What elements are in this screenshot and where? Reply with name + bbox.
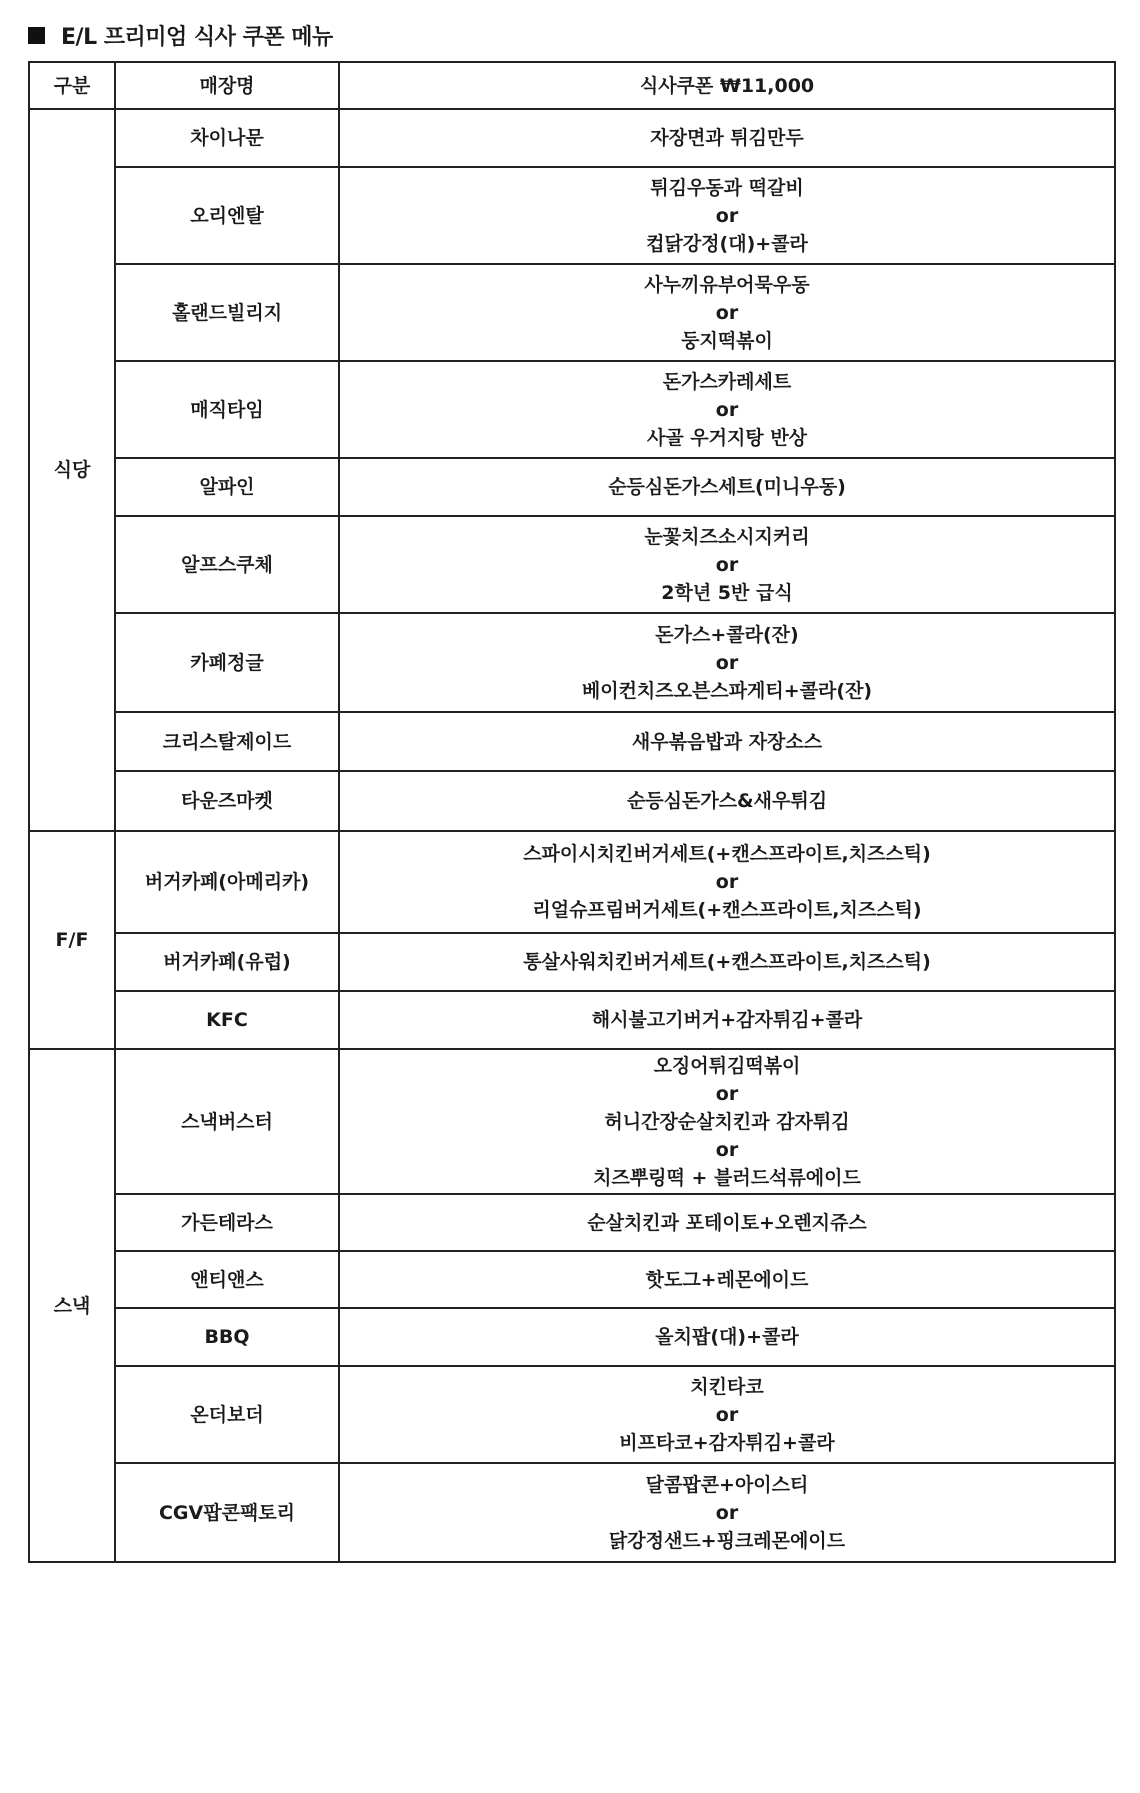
menu-line: 오징어튀김떡볶이 <box>653 1054 801 1077</box>
menu-line: or <box>715 651 739 674</box>
store-name-cell: 버거카페(아메리카) <box>115 831 339 933</box>
store-name-cell: CGV팝콘팩토리 <box>115 1463 339 1562</box>
menu-line: or <box>715 553 739 576</box>
menu-line: 순등심돈가스세트(미니우동) <box>608 476 846 498</box>
category-cell: 식당 <box>29 109 115 831</box>
menu-cell <box>339 933 1115 991</box>
menu-line: 순등심돈가스&새우튀김 <box>626 790 828 812</box>
menu-cell <box>339 264 1115 361</box>
title-text: E/L 프리미엄 식사 쿠폰 메뉴 <box>61 24 333 50</box>
category-cell: F/F <box>29 831 115 1049</box>
store-name-cell: 앤티앤스 <box>115 1251 339 1308</box>
menu-line: 치즈뿌링떡 + 블러드석류에이드 <box>593 1166 861 1189</box>
menu-line: 순살치킨과 포테이토+오렌지쥬스 <box>587 1211 867 1234</box>
table-row <box>29 167 1115 264</box>
menu-cell <box>339 361 1115 458</box>
store-name-cell: 카페정글 <box>115 613 339 712</box>
store-name-cell: 차이나문 <box>115 109 339 167</box>
table-row <box>29 1366 1115 1463</box>
table-row <box>29 712 1115 771</box>
menu-line: or <box>715 1403 739 1426</box>
menu-cell <box>339 1194 1115 1251</box>
store-name-cell: 버거카페(유럽) <box>115 933 339 991</box>
menu-cell <box>339 771 1115 831</box>
menu-line: 돈가스카레세트 <box>662 370 792 393</box>
store-name-cell: KFC <box>115 991 339 1049</box>
menu-line: 통살사워치킨버거세트(+캔스프라이트,치즈스틱) <box>523 951 931 973</box>
menu-line: or <box>715 1501 739 1524</box>
menu-line: 스파이시치킨버거세트(+캔스프라이트,치즈스틱) <box>523 843 931 865</box>
table-row <box>29 613 1115 712</box>
menu-line: 리얼슈프림버거세트(+캔스프라이트,치즈스틱) <box>532 899 922 921</box>
menu-line: 2학년 5반 급식 <box>661 581 793 604</box>
menu-line: or <box>715 1138 739 1161</box>
table-row <box>29 771 1115 831</box>
menu-cell <box>339 1463 1115 1562</box>
menu-cell <box>339 613 1115 712</box>
table-row <box>29 991 1115 1049</box>
table-row <box>29 264 1115 361</box>
table-row <box>29 1194 1115 1251</box>
store-name-cell: 오리엔탈 <box>115 167 339 264</box>
menu-cell <box>339 1366 1115 1463</box>
page-title <box>28 18 333 52</box>
store-name-cell: 온더보더 <box>115 1366 339 1463</box>
store-name-cell: 알프스쿠체 <box>115 516 339 613</box>
menu-line: 허니간장순살치킨과 감자튀김 <box>604 1110 850 1133</box>
menu-cell <box>339 458 1115 516</box>
menu-line: or <box>715 204 739 227</box>
menu-cell <box>339 831 1115 933</box>
menu-line: or <box>715 1082 739 1105</box>
coupon-menu-table <box>28 61 1116 1563</box>
table-row <box>29 933 1115 991</box>
menu-line: 자장면과 튀김만두 <box>650 127 804 149</box>
black-square-icon <box>28 27 45 44</box>
table-row <box>29 458 1115 516</box>
store-name-cell: 스낵버스터 <box>115 1049 339 1194</box>
menu-line: 해시불고기버거+감자튀김+콜라 <box>591 1009 863 1031</box>
store-name-cell: BBQ <box>115 1308 339 1366</box>
menu-line: 비프타코+감자튀김+콜라 <box>619 1431 835 1454</box>
store-name-cell: 매직타임 <box>115 361 339 458</box>
store-name-cell: 홀랜드빌리지 <box>115 264 339 361</box>
header-row <box>29 62 1115 109</box>
menu-line: 달콤팝콘+아이스티 <box>645 1473 809 1496</box>
menu-cell <box>339 1049 1115 1194</box>
menu-line: 치킨타코 <box>690 1375 764 1398</box>
menu-line: 사골 우거지탕 반상 <box>646 426 808 449</box>
table-row <box>29 516 1115 613</box>
menu-line: or <box>715 871 739 893</box>
menu-line: 컵닭강정(대)+콜라 <box>646 232 808 255</box>
menu-cell <box>339 712 1115 771</box>
menu-line: or <box>715 301 739 324</box>
menu-line: 둥지떡볶이 <box>681 329 773 352</box>
table-row <box>29 831 1115 933</box>
header-store: 매장명 <box>115 62 339 109</box>
table-row <box>29 1308 1115 1366</box>
store-name-cell: 알파인 <box>115 458 339 516</box>
menu-cell <box>339 991 1115 1049</box>
table-row <box>29 1049 1115 1194</box>
table-row <box>29 1463 1115 1562</box>
menu-line: 사누끼유부어묵우동 <box>644 273 810 296</box>
category-cell: 스낵 <box>29 1049 115 1562</box>
menu-line: 올치팝(대)+콜라 <box>655 1326 799 1348</box>
table-row <box>29 1251 1115 1308</box>
menu-line: 핫도그+레몬에이드 <box>645 1268 809 1291</box>
store-name-cell: 타운즈마켓 <box>115 771 339 831</box>
menu-cell <box>339 516 1115 613</box>
menu-line: 튀김우동과 떡갈비 <box>650 176 804 199</box>
menu-line: 새우볶음밥과 자장소스 <box>631 730 823 753</box>
menu-line: 눈꽃치즈소시지커리 <box>644 525 810 548</box>
menu-line: or <box>715 398 739 421</box>
store-name-cell: 크리스탈제이드 <box>115 712 339 771</box>
menu-line: 닭강정샌드+핑크레몬에이드 <box>608 1529 846 1552</box>
menu-line: 베이컨치즈오븐스파게티+콜라(잔) <box>581 679 873 702</box>
header-category: 구분 <box>29 62 115 109</box>
table-row <box>29 109 1115 167</box>
header-menu: 식사쿠폰 ₩11,000 <box>339 62 1115 109</box>
menu-cell <box>339 1251 1115 1308</box>
menu-cell <box>339 109 1115 167</box>
menu-line: 돈가스+콜라(잔) <box>655 623 799 646</box>
menu-cell <box>339 167 1115 264</box>
menu-cell <box>339 1308 1115 1366</box>
store-name-cell: 가든테라스 <box>115 1194 339 1251</box>
table-row <box>29 361 1115 458</box>
